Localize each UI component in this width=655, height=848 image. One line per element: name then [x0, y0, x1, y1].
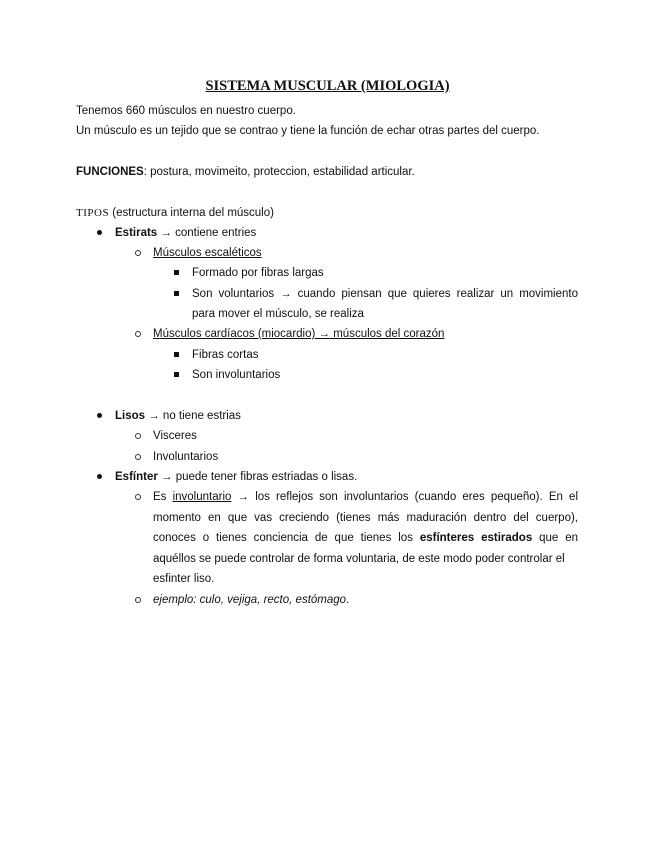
cardiacos-item-1: Fibras cortas: [192, 349, 259, 361]
esfinter-line: [115, 467, 357, 487]
intro-line-1: Tenemos 660 músculos en nuestro cuerpo.: [76, 105, 296, 117]
tipos-line: [76, 203, 274, 223]
para-post: que en aquéllos se puede controlar de forma voluntaria, de este modo poder controlar el: [153, 532, 578, 565]
funciones-label: FUNCIONES: [76, 166, 144, 178]
intro-line-2: Un músculo es un tejido que se contrao y tiene la función de echar otras partes del cuerpo.: [76, 125, 540, 137]
bullet-circle-icon: [135, 597, 141, 603]
lisos-item-2: Involuntarios: [153, 451, 219, 463]
estirats-text: → contiene entries: [157, 227, 257, 239]
para-pre: Es: [153, 491, 173, 503]
lisos-text: → no tiene estrias: [145, 410, 241, 422]
esfinter-label: Esfínter: [115, 471, 158, 483]
bullet-circle-icon: [135, 494, 141, 500]
bullet-square-icon: [174, 352, 179, 357]
tipos-text: (estructura interna del músculo): [109, 207, 274, 219]
escaleticos-item-1: Formado por fibras largas: [192, 267, 324, 279]
cardiacos-item-2: Son involuntarios: [192, 369, 281, 381]
bullet-circle-icon: [135, 433, 141, 439]
escaleticos-label: Músculos escaléticos: [153, 247, 262, 259]
page-title: SISTEMA MUSCULAR (MIOLOGIA): [205, 78, 450, 94]
example-line: [153, 590, 349, 610]
estirats-label: Estirats: [115, 227, 158, 239]
bullet-disc-icon: [97, 474, 102, 479]
para-last: esfinter liso.: [153, 573, 215, 585]
bullet-circle-icon: [135, 331, 141, 337]
bullet-circle-icon: [135, 454, 141, 460]
example-end: .: [346, 594, 350, 606]
bullet-disc-icon: [97, 413, 102, 418]
bullet-square-icon: [174, 372, 179, 377]
bullet-square-icon: [174, 270, 179, 275]
esfinter-paragraph: [153, 487, 578, 590]
bullet-square-icon: [174, 291, 179, 296]
para-involuntario: involuntario: [172, 491, 232, 503]
cardiacos-label: Músculos cardíacos (miocardio) → músculos del corazón: [153, 328, 445, 340]
funciones-line: [76, 162, 415, 182]
para-mid: → los reflejos son involuntarios (cuando eres pequeño). En el momento en que vas creciendo (tienes más maduración dentro del cuerpo), conoces o tienes conciencia de que tienes los: [153, 491, 578, 544]
bullet-disc-icon: [97, 230, 102, 235]
estirats-line: [115, 223, 256, 243]
bullet-circle-icon: [135, 250, 141, 256]
example-text: ejemplo: culo, vejiga, recto, estómago: [153, 594, 347, 606]
lisos-label: Lisos: [115, 410, 146, 422]
lisos-item-1: Visceres: [153, 430, 197, 442]
lisos-line: [115, 406, 241, 426]
escaleticos-item-2: Son voluntarios → cuando piensan que quieres realizar un movimiento: [192, 288, 578, 300]
tipos-label: TIPOS: [76, 207, 110, 219]
escaleticos-item-2-cont: para mover el músculo, se realiza: [192, 308, 364, 320]
para-bold: esfínteres estirados: [419, 532, 533, 544]
esfinter-text: → puede tener fibras estriadas o lisas.: [157, 471, 358, 483]
funciones-text: : postura, movimeito, proteccion, estabilidad articular.: [143, 166, 415, 178]
